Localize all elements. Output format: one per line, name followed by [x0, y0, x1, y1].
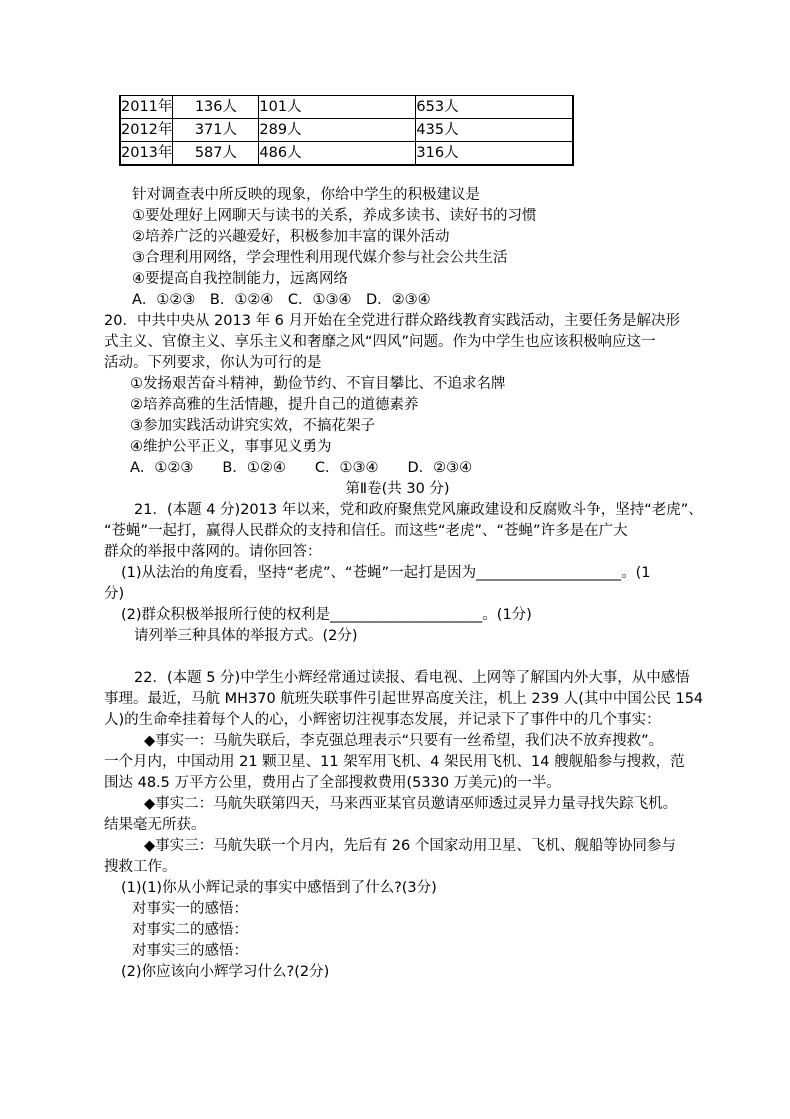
text-line: 一个月内，中国动用 21 颗卫星、11 架军用飞机、4 架民用飞机、14 艘舰船参与搜救，范 — [104, 754, 685, 770]
text-line: ③合理利用网络，学会理性利用现代媒介参与社会公共生活 — [132, 250, 508, 266]
table-cell-year: 2012年 — [120, 119, 173, 142]
answer-options-q20: A．①②③ B．①②④ C．①③④ D．②③④ — [130, 460, 473, 476]
text-line: (2)你应该向小辉学习什么?(2分) — [121, 964, 330, 980]
text-line: “苍蝇”一起打，赢得人民群众的支持和信任。而这些“老虎”、“苍蝇”许多是在广大 — [104, 523, 628, 539]
text-line: 请列举三种具体的举报方式。(2分) — [134, 628, 358, 644]
table-cell-value: 653人 — [416, 96, 574, 119]
text-line: 对事实三的感悟： — [132, 943, 248, 959]
answer-options-q19: A．①②③ B．①②④ C．①③④ D．②③④ — [132, 292, 431, 308]
text-line: 群众的举报中落网的。请你回答： — [104, 544, 322, 560]
table-cell-value: 371人 — [173, 119, 259, 142]
text-line: 搜救工作。 — [104, 859, 177, 875]
text-line: ②培养广泛的兴趣爱好，积极参加丰富的课外活动 — [132, 229, 450, 245]
text-line: 式主义、官僚主义、享乐主义和奢靡之风“四风”问题。作为中学生也应该积极响应这一 — [104, 334, 656, 350]
survey-table — [119, 95, 574, 166]
text-line: ◆事实二：马航失联第四天，马来西亚某官员邀请巫师透过灵异力量寻找失踪飞机。 — [144, 796, 678, 812]
text-line: ◆事实一：马航失联后，李克强总理表示“只要有一丝希望，我们决不放弃搜救”。 — [144, 733, 664, 749]
text-line: 对事实一的感悟： — [132, 901, 248, 917]
question-blank-line: (1)从法治的角度看，坚持“老虎”、“苍蝇”一起打是因为____________________。(1 — [121, 565, 651, 581]
table-cell-value: 587人 — [173, 142, 259, 166]
table-cell-year: 2011年 — [120, 96, 173, 119]
text-line: 对事实二的感悟： — [132, 922, 248, 938]
document-body — [104, 185, 704, 983]
text-line: 22．(本题 5 分)中学生小辉经常通过读报、看电视、上网等了解国内外大事，从中感悟 — [134, 670, 690, 686]
document-content — [104, 95, 704, 983]
text-line: ①要处理好上网聊天与读书的关系，养成多读书、读好书的习惯 — [132, 208, 537, 224]
text-line: 活动。下列要求，你认为可行的是 — [104, 355, 322, 371]
section-title: 第Ⅱ卷(共 30 分) — [345, 481, 450, 497]
text-line: 结果毫无所获。 — [104, 817, 206, 833]
text-line: ①发扬艰苦奋斗精神，勤俭节约、不盲目攀比、不追求名牌 — [130, 376, 506, 392]
table-row — [120, 119, 573, 142]
question-blank-line: (2)群众积极举报所行使的权利是_____________________。(1分) — [121, 607, 532, 623]
table-cell-value: 136人 — [173, 96, 259, 119]
text-line: 分) — [104, 586, 125, 602]
text-line: 20．中共中央从 2013 年 6 月开始在全党进行群众路线教育实践活动，主要任务是解决形 — [104, 313, 681, 329]
table-cell-value: 316人 — [416, 142, 574, 166]
text-line: 针对调查表中所反映的现象，你给中学生的积极建议是 — [132, 187, 480, 203]
table-cell-value: 101人 — [259, 96, 416, 119]
table-cell-value: 486人 — [259, 142, 416, 166]
text-line: ④要提高自我控制能力，远离网络 — [132, 271, 348, 287]
text-line: 围达 48.5 万平方公里，费用占了全部搜救费用(5330 万美元)的一半。 — [104, 775, 561, 791]
table-cell-value: 435人 — [416, 119, 574, 142]
table-cell-value: 289人 — [259, 119, 416, 142]
text-line: 21．(本题 4 分)2013 年以来，党和政府聚焦党风廉政建设和反腐败斗争，坚持“老虎”、 — [134, 502, 703, 518]
text-line: ④维护公平正义，事事见义勇为 — [130, 439, 332, 455]
text-line: (1)(1)你从小辉记录的事实中感悟到了什么?(3分) — [121, 880, 437, 896]
text-line: 人)的生命牵挂着每个人的心，小辉密切注视事态发展，并记录下了事件中的几个事实： — [104, 712, 661, 728]
table-row — [120, 96, 573, 119]
text-line: ◆事实三：马航失联一个月内，先后有 26 个国家动用卫星、飞机、舰船等协同参与 — [144, 838, 676, 854]
table-cell-year: 2013年 — [120, 142, 173, 166]
table-row — [120, 142, 573, 166]
text-line: ②培养高雅的生活情趣，提升自己的道德素养 — [130, 397, 419, 413]
text-line: ③参加实践活动讲究实效，不搞花架子 — [130, 418, 375, 434]
survey-table-body — [120, 96, 573, 166]
text-line: 事理。最近，马航 MH370 航班失联事件引起世界高度关注，机上 239 人(其中中国公民 154 — [104, 691, 704, 707]
